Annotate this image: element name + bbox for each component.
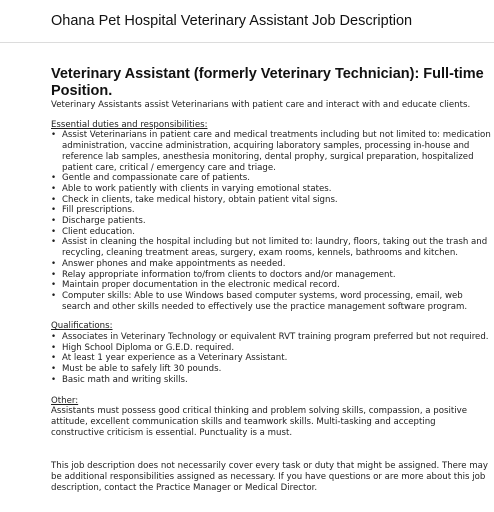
job-heading: Veterinary Assistant (formerly Veterinary Technician): Full-time Position. — [51, 66, 484, 99]
list-item-text: Able to work patiently with clients in varying emotional states. — [62, 183, 332, 194]
qualifications-list — [51, 332, 491, 386]
list-item-text: Maintain proper documentation in the electronic medical record. — [62, 280, 340, 291]
bullet-icon: • — [51, 194, 57, 205]
list-item — [51, 205, 491, 216]
list-item — [51, 227, 491, 238]
list-item — [51, 173, 491, 184]
bullet-icon: • — [51, 332, 57, 343]
list-item-text: Discharge patients. — [62, 216, 146, 227]
list-item-text: Answer phones and make appointments as needed. — [62, 258, 286, 269]
bullet-icon: • — [51, 173, 57, 184]
list-item — [51, 237, 491, 258]
list-item-text: Assist Veterinarians in patient care and medical treatments including but not limited to: medication administration, vaccine administration, acquiring laboratory samples, processing in-house and reference lab samples, anesthesia monitoring, dental prophy, surgical preparation, hospitalized patient care, critical / emergency care and triage. — [62, 130, 491, 173]
list-item — [51, 270, 491, 281]
list-item — [51, 259, 491, 270]
list-item-text: Relay appropriate information to/from clients to doctors and/or management. — [62, 269, 396, 280]
list-item-text: Basic math and writing skills. — [62, 374, 188, 385]
bullet-icon: • — [51, 226, 57, 237]
qualifications-heading: Qualifications: — [51, 321, 113, 332]
bullet-icon: • — [51, 258, 57, 269]
bullet-icon: • — [51, 269, 57, 280]
list-item — [51, 195, 491, 206]
list-item — [51, 364, 491, 375]
other-heading: Other: — [51, 395, 79, 406]
list-item — [51, 216, 491, 227]
page-divider — [0, 42, 494, 43]
bullet-icon: • — [51, 216, 57, 227]
qualifications-section — [51, 321, 491, 385]
bullet-icon: • — [51, 183, 57, 194]
other-section — [51, 396, 491, 439]
list-item — [51, 184, 491, 195]
duties-section — [51, 120, 491, 313]
list-item — [51, 130, 491, 173]
bullet-icon: • — [51, 237, 57, 248]
list-item — [51, 353, 491, 364]
list-item-text: High School Diploma or G.E.D. required. — [62, 342, 235, 353]
other-paragraph: Assistants must possess good critical thinking and problem solving skills, compassion, a positive attitude, excellent communication skills and teamwork skills. Multi-tasking and accepting constructive criticism is essential. Punctuality is a must. — [51, 406, 467, 438]
bullet-icon: • — [51, 374, 57, 385]
list-item-text: Assist in cleaning the hospital including but not limited to: laundry, floors, taking out the trash and recycling, cleaning treatment areas, surgery, exam rooms, kennels, bathrooms and kitchen. — [62, 237, 488, 259]
bullet-icon: • — [51, 364, 57, 375]
closing-paragraph: This job description does not necessarily cover every task or duty that might be assigned. There may be additional responsibilities assigned as necessary. If you have questions or are more about this job description, contact the Practice Manager or Medical Director. — [51, 461, 489, 493]
list-item — [51, 291, 491, 312]
bullet-icon: • — [51, 290, 57, 301]
intro-paragraph: Veterinary Assistants assist Veterinarians with patient care and interact with and educate clients. — [51, 100, 471, 110]
bullet-icon: • — [51, 280, 57, 291]
list-item — [51, 375, 491, 386]
bullet-icon: • — [51, 130, 57, 141]
list-item-text: Associates in Veterinary Technology or equivalent RVT training program preferred but not required. — [62, 332, 489, 343]
list-item-text: Computer skills: Able to use Windows based computer systems, word processing, email, web search and other skills needed to effectively use the practice management software program. — [62, 290, 468, 312]
list-item-text: Must be able to safely lift 30 pounds. — [62, 364, 222, 375]
document-title: Ohana Pet Hospital Veterinary Assistant Job Description — [51, 13, 413, 29]
duties-list — [51, 130, 491, 312]
list-item — [51, 343, 491, 354]
document-body — [51, 66, 491, 494]
bullet-icon: • — [51, 342, 57, 353]
list-item-text: Check in clients, take medical history, obtain patient vital signs. — [62, 194, 338, 205]
list-item — [51, 332, 491, 343]
list-item-text: Fill prescriptions. — [62, 205, 135, 216]
list-item-text: Client education. — [62, 226, 135, 237]
list-item-text: Gentle and compassionate care of patients. — [62, 173, 251, 184]
duties-heading: Essential duties and responsibilities: — [51, 119, 208, 130]
list-item — [51, 280, 491, 291]
bullet-icon: • — [51, 353, 57, 364]
list-item-text: At least 1 year experience as a Veterinary Assistant. — [62, 353, 288, 364]
bullet-icon: • — [51, 205, 57, 216]
